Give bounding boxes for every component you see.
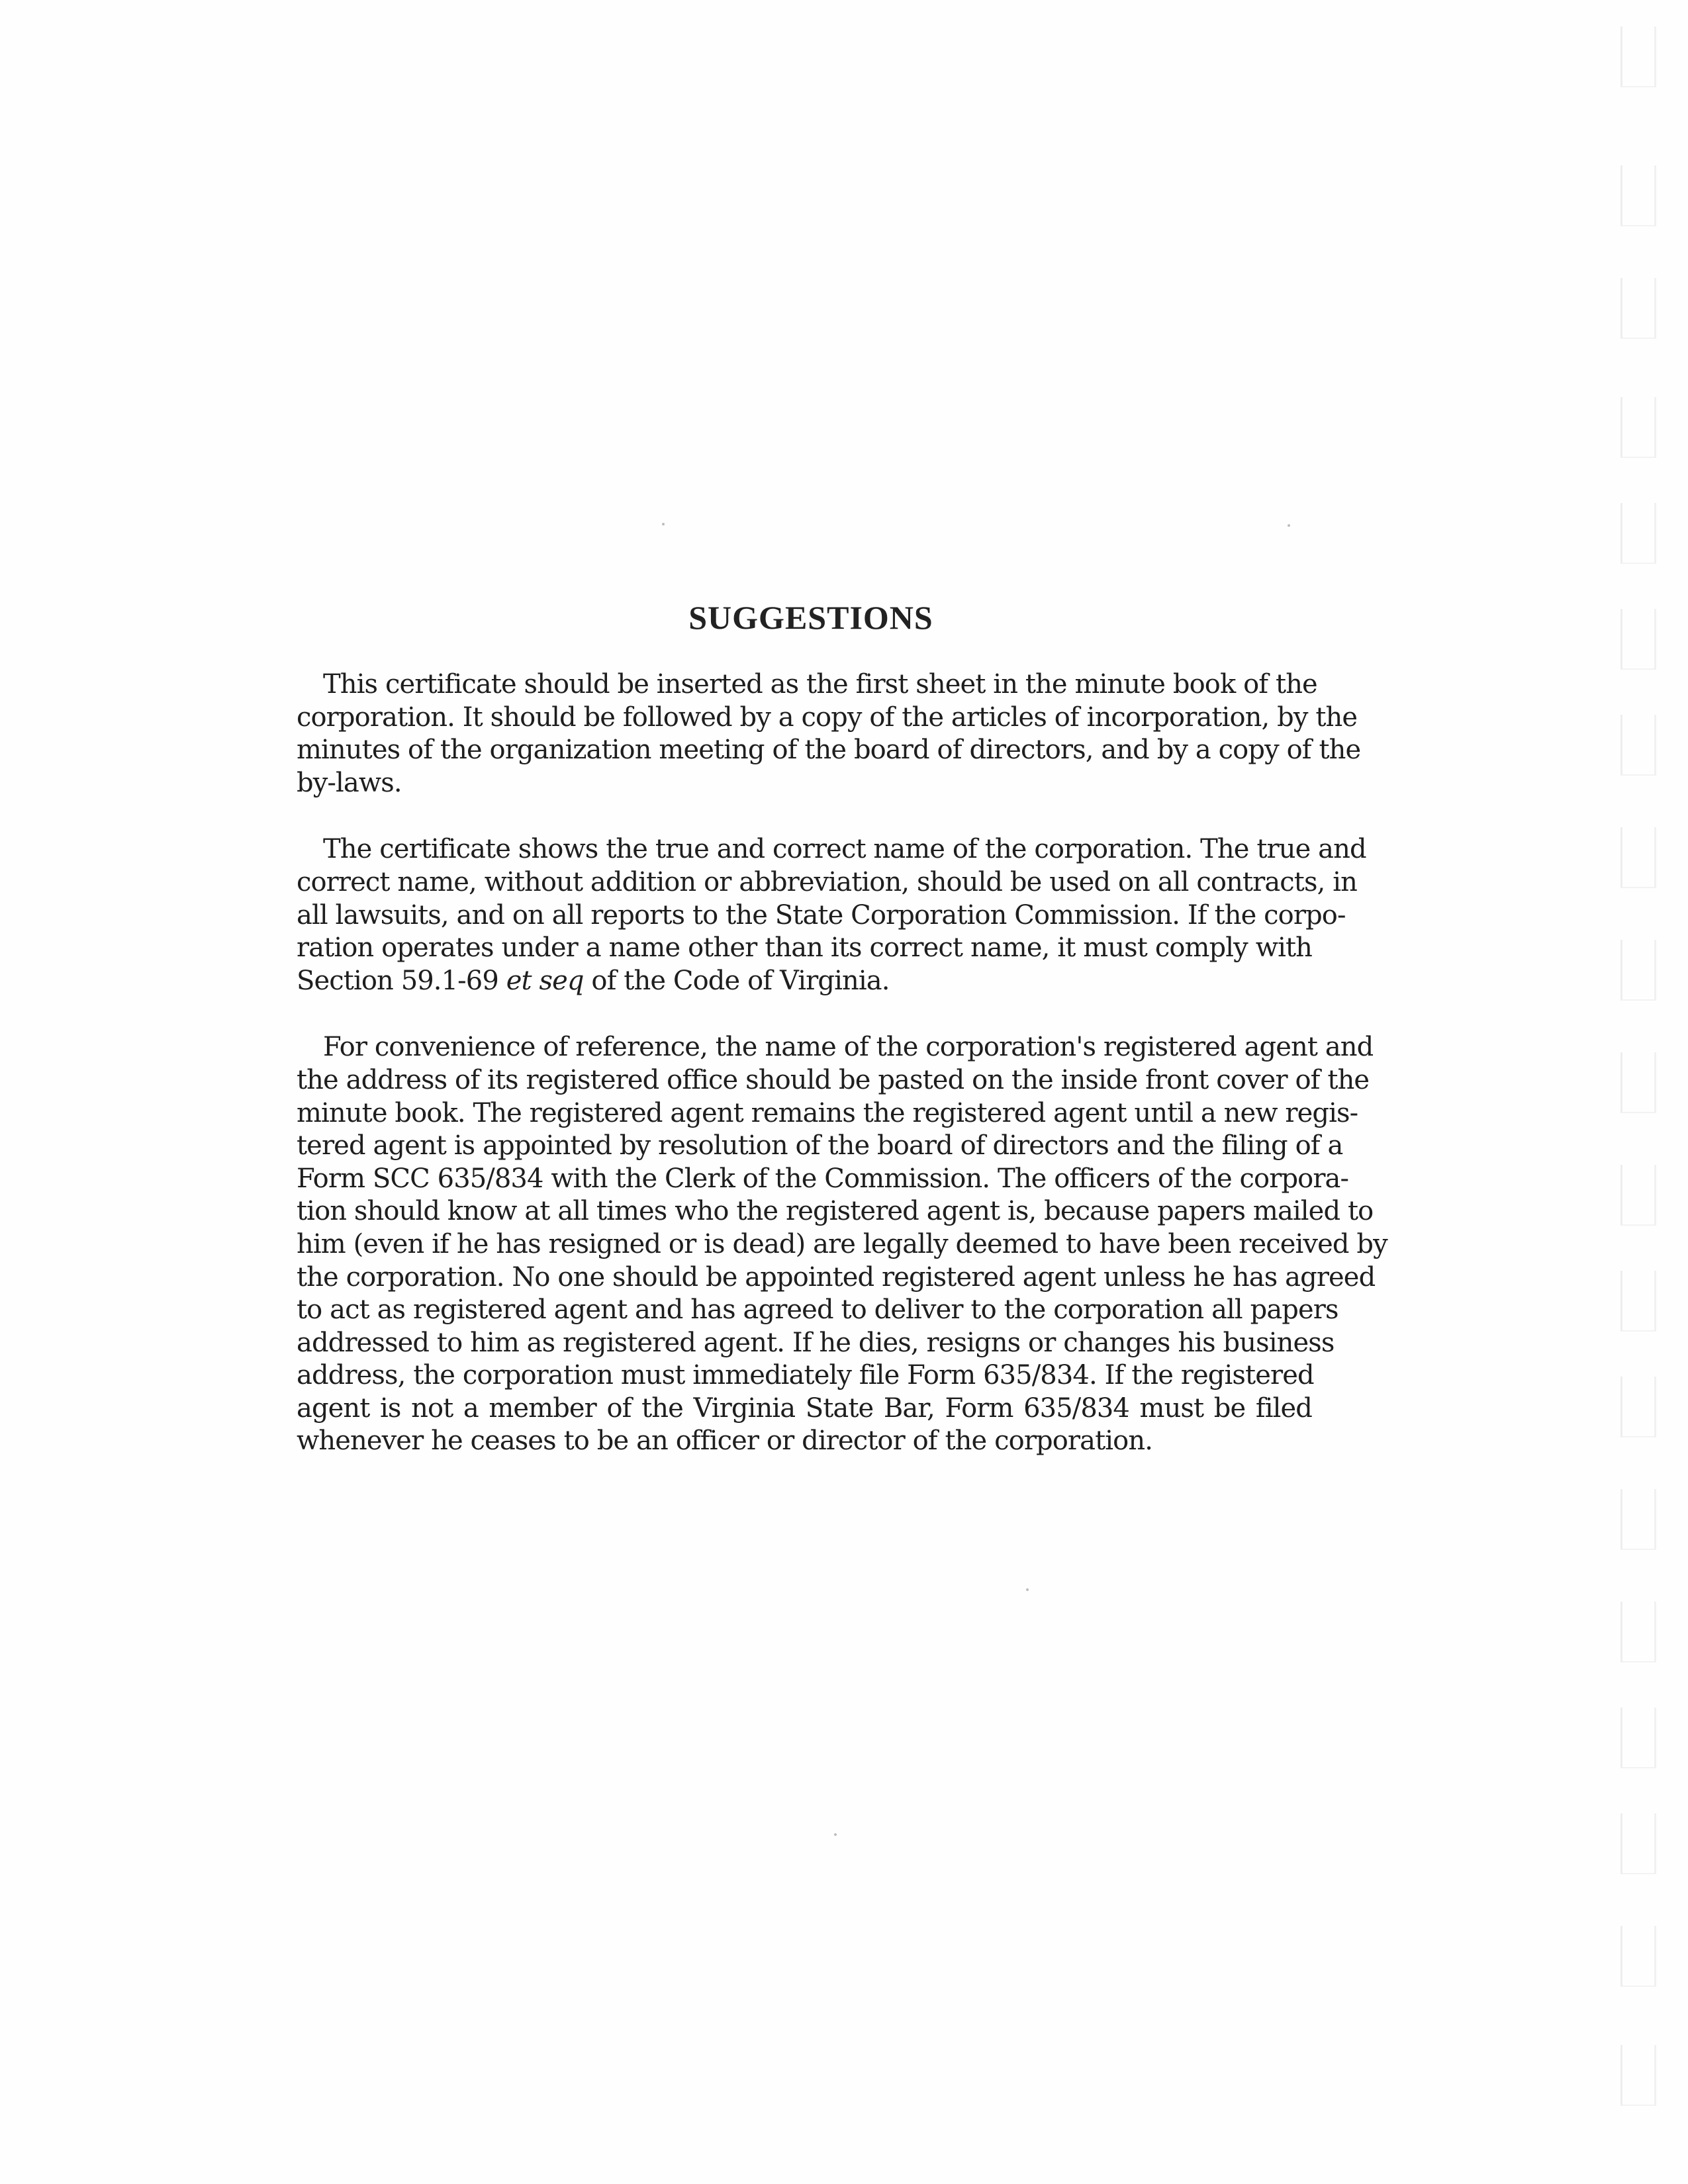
text-line: tion should know at all times who the registered agent is, because papers mailed to	[297, 1196, 1374, 1227]
binder-hole-icon	[1620, 1052, 1656, 1113]
paragraph-minute-book	[297, 668, 1361, 799]
text-line: all lawsuits, and on all reports to the State Corporation Commission. If the corpo-	[297, 899, 1346, 931]
scan-speck	[1026, 1588, 1029, 1591]
binder-hole-icon	[1620, 1926, 1656, 1987]
binder-hole-marks	[1620, 0, 1673, 2184]
text-line: tered agent is appointed by resolution of the board of directors and the filing of a	[297, 1130, 1343, 1161]
text-line: This certificate should be inserted as the first sheet in the minute book of the	[323, 669, 1317, 700]
text-line: whenever he ceases to be an officer or director of the corporation.	[297, 1426, 1153, 1457]
binder-hole-icon	[1620, 165, 1656, 226]
text-line: For convenience of reference, the name of the corporation's registered agent and	[323, 1032, 1374, 1063]
binder-hole-icon	[1620, 2045, 1656, 2106]
binder-hole-icon	[1620, 715, 1656, 776]
text-line: by-laws.	[297, 767, 402, 798]
text-line: him (even if he has resigned or is dead) are legally deemed to have been received by	[297, 1228, 1387, 1259]
binder-hole-icon	[1620, 1489, 1656, 1550]
binder-hole-icon	[1620, 1271, 1656, 1332]
binder-hole-icon	[1620, 26, 1656, 87]
text-line: ration operates under a name other than its correct name, it must comply with	[297, 933, 1312, 964]
binder-hole-icon	[1620, 827, 1656, 888]
text-line: Form SCC 635/834 with the Clerk of the Commission. The officers of the corpora-	[297, 1163, 1349, 1194]
paragraph-corporate-name	[297, 833, 1366, 997]
binder-hole-icon	[1620, 397, 1656, 458]
text-line: agent is not a member of the Virginia State Bar, Form 635/834 must be filed	[297, 1392, 1312, 1424]
text-line: the address of its registered office should be pasted on the inside front cover of the	[297, 1064, 1370, 1095]
text-line: to act as registered agent and has agreed to deliver to the corporation all papers	[297, 1295, 1338, 1326]
binder-hole-icon	[1620, 1707, 1656, 1768]
binder-hole-icon	[1620, 278, 1656, 339]
text-line: address, the corporation must immediately file Form 635/834. If the registered	[297, 1360, 1314, 1391]
document-body	[297, 668, 1387, 1492]
scan-speck	[1288, 524, 1290, 527]
citation-italic: et seq	[506, 965, 584, 996]
text-line: minute book. The registered agent remains the registered agent until a new regis-	[297, 1097, 1358, 1128]
citation-suffix: of the Code of Virginia.	[583, 965, 890, 996]
scan-speck	[834, 1833, 837, 1836]
paragraph-registered-agent	[297, 1031, 1387, 1458]
citation-prefix: Section 59.1-69	[297, 965, 506, 996]
scan-speck	[662, 523, 665, 525]
text-line: the corporation. No one should be appointed registered agent unless he has agreed	[297, 1261, 1376, 1293]
text-line-code-citation	[297, 965, 1312, 998]
binder-hole-icon	[1620, 609, 1656, 670]
binder-hole-icon	[1620, 503, 1656, 564]
document-title: SUGGESTIONS	[688, 599, 933, 636]
text-line: addressed to him as registered agent. If he dies, resigns or changes his business	[297, 1327, 1335, 1358]
binder-hole-icon	[1620, 940, 1656, 1001]
binder-hole-icon	[1620, 1602, 1656, 1662]
binder-hole-icon	[1620, 1165, 1656, 1226]
binder-hole-icon	[1620, 1377, 1656, 1437]
text-line: corporation. It should be followed by a copy of the articles of incorporation, by the	[297, 702, 1358, 733]
binder-hole-icon	[1620, 1813, 1656, 1874]
text-line: The certificate shows the true and correct name of the corporation. The true and	[323, 834, 1366, 865]
text-line: minutes of the organization meeting of the board of directors, and by a copy of the	[297, 735, 1361, 766]
text-line: correct name, without addition or abbreviation, should be used on all contracts, in	[297, 866, 1357, 897]
